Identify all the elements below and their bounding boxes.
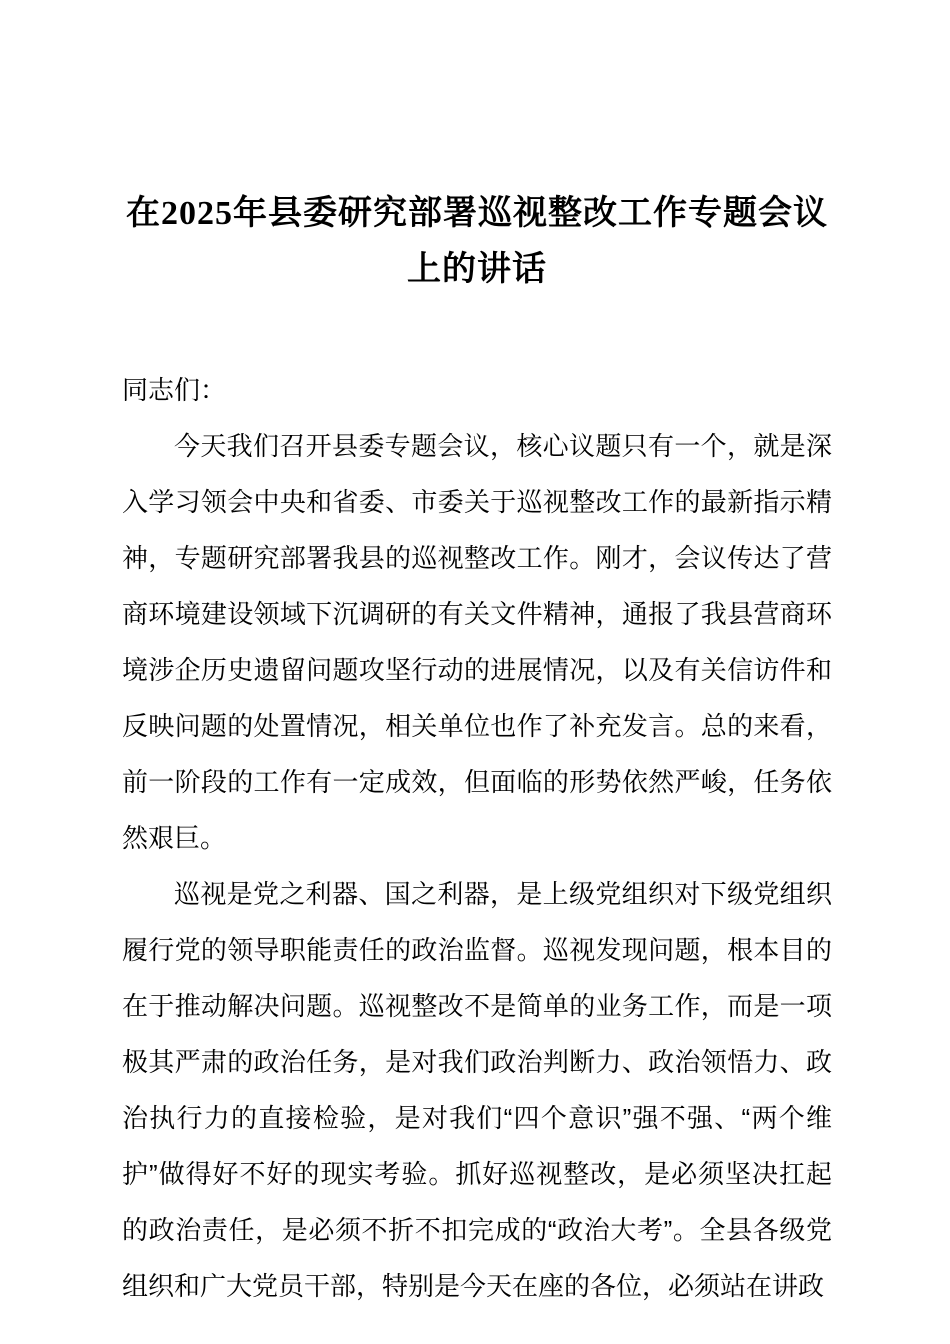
document-title: 在2025年县委研究部署巡视整改工作专题会议上的讲话 <box>126 195 828 289</box>
body-paragraph: 今天我们召开县委专题会议，核心议题只有一个，就是深入学习领会中央和省委、市委关于巡视整改工作的最新指示精神，专题研究部署我县的巡视整改工作。刚才，会议传达了营商环境建设领域下沉调研的有关文件精神，通报了我县营商环境涉企历史遗留问题攻坚行动的进展情况，以及有关信访件和反映问题的处置情况，相关单位也作了补充发言。总的来看，前一阶段的工作有一定成效，但面临的形势依然严峻，任务依然艰巨。 <box>122 431 832 854</box>
salutation-paragraph: 同志们： <box>122 375 227 406</box>
body-paragraph: 巡视是党之利器、国之利器，是上级党组织对下级党组织履行党的领导职能责任的政治监督。巡视发现问题，根本目的在于推动解决问题。巡视整改不是简单的业务工作，而是一项极其严肃的政治任务，是对我们政治判断力、政治领悟力、政治执行力的直接检验，是对我们“四个意识”强不强、“两个维护”做得好不好的现实考验。抓好巡视整改，是必须坚决扛起的政治责任，是必须不折不扣完成的“政治大考”。全县各级党组织和广大党员干部，特别是今天在座的各位，必须站在讲政 <box>122 879 832 1302</box>
document-body <box>122 362 832 1314</box>
